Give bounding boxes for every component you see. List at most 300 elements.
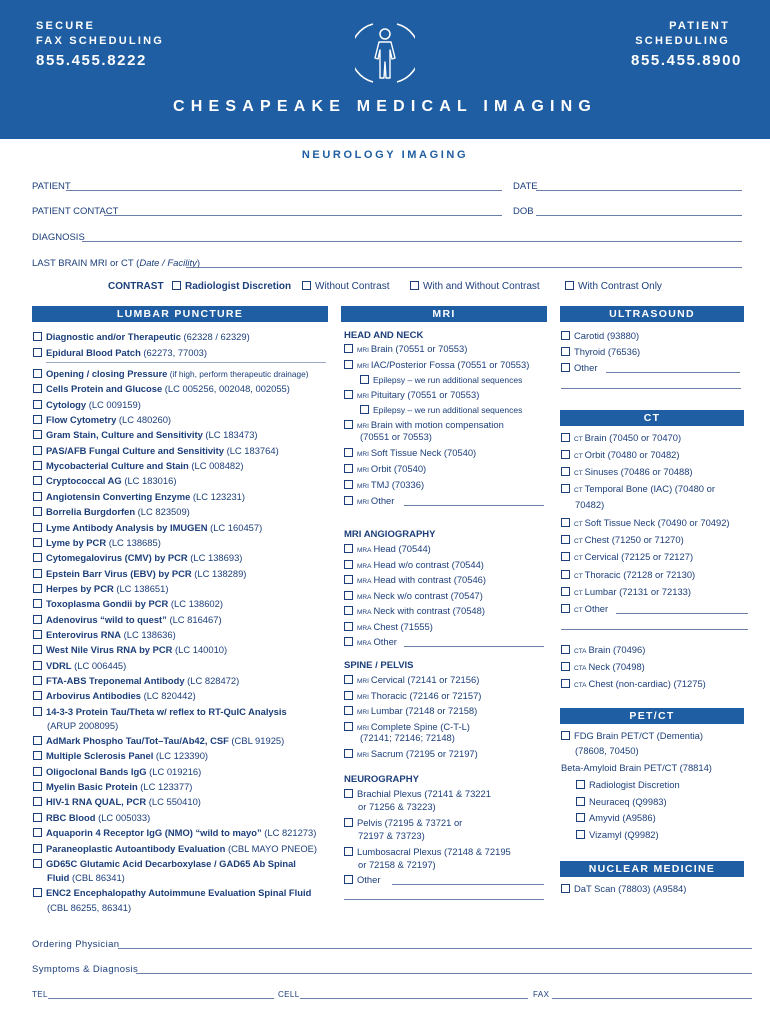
mri-item[interactable] [344, 479, 424, 493]
checkbox[interactable] [561, 679, 570, 688]
contrast-with-without-option[interactable]: With and Without Contrast [410, 281, 540, 292]
mri-item[interactable] [344, 389, 479, 403]
mra-item[interactable] [344, 590, 483, 604]
lumbar-item[interactable] [33, 843, 317, 855]
item-text: Thoracic (72128 or 72130) [584, 568, 696, 580]
spine-item[interactable] [344, 748, 478, 762]
checkbox[interactable] [344, 480, 353, 489]
amyloid-option[interactable] [576, 812, 656, 824]
checkbox[interactable] [33, 707, 42, 716]
lumbar-item[interactable] [33, 629, 176, 641]
checkbox[interactable] [344, 637, 353, 646]
checkbox[interactable] [344, 544, 353, 553]
prefix-label: MRI [357, 347, 369, 354]
item-text: Sacrum (72195 or 72197) [370, 748, 478, 759]
write-in-line[interactable] [344, 899, 544, 900]
cell-field[interactable] [300, 998, 528, 999]
lumbar-item[interactable] [33, 827, 316, 839]
item-text: Adenovirus “wild to quest” [46, 613, 167, 625]
checkbox[interactable] [33, 569, 42, 578]
checkbox[interactable] [561, 331, 570, 340]
checkbox[interactable] [561, 347, 570, 356]
item-text: Diagnostic and/or Therapeutic [46, 331, 181, 342]
checkbox[interactable] [33, 332, 42, 341]
item-text: (LC 006445) [71, 659, 127, 671]
checkbox[interactable] [33, 797, 42, 806]
item-text: Herpes by PCR [46, 582, 114, 594]
mra-item[interactable] [344, 621, 433, 635]
checkbox[interactable] [344, 360, 353, 369]
patient-field[interactable] [66, 190, 502, 191]
ct-item[interactable] [561, 551, 693, 565]
pet-beta-label [561, 762, 712, 774]
item-text: NEUROGRAPHY [344, 774, 419, 785]
amyloid-option[interactable] [576, 829, 659, 841]
checkbox[interactable] [344, 420, 353, 429]
checkbox[interactable] [561, 518, 570, 527]
ct-item[interactable] [561, 483, 715, 497]
item-text: Lyme Antibody Analysis by IMUGEN [46, 521, 208, 533]
item-text: (LC 008482) [188, 460, 244, 472]
item-text: Arbovirus Antibodies [46, 690, 141, 702]
checkbox[interactable] [33, 661, 42, 670]
item-text: Soft Tissue Neck (70490 or 70492) [584, 517, 730, 528]
item-text: 72197 & 73723) [358, 830, 425, 841]
lumbar-item-cont [47, 902, 131, 914]
lumbar-item[interactable] [33, 568, 246, 580]
ultrasound-item[interactable] [561, 346, 640, 358]
pet-ct-header: PET/CT [560, 708, 744, 724]
item-text: Thoracic (72146 or 72157) [370, 689, 482, 701]
checkbox[interactable] [33, 476, 42, 485]
date-field[interactable] [536, 190, 742, 191]
item-text: (LC 123231) [190, 490, 246, 502]
lumbar-item[interactable] [33, 383, 290, 395]
contrast-with-option[interactable]: With Contrast Only [565, 281, 662, 292]
checkbox[interactable] [344, 691, 353, 700]
item-text: FTA-ABS Treponemal Antibody [46, 675, 185, 686]
item-text: (LC 005033) [95, 811, 151, 823]
contrast-without-option[interactable]: Without Contrast [302, 281, 389, 292]
lumbar-top-item[interactable] [33, 331, 250, 343]
lumbar-item[interactable] [33, 735, 284, 747]
divider [46, 362, 326, 363]
item-text: (78608, 70450) [575, 745, 639, 756]
item-text: Brachial Plexus (72141 & 73221 [357, 788, 491, 799]
item-text: Cervical (72125 or 72127) [584, 551, 694, 563]
item-text: Cells Protein and Glucose [46, 383, 163, 395]
mra-item[interactable] [344, 636, 397, 650]
cta-item[interactable] [561, 678, 706, 692]
checkbox[interactable] [33, 888, 42, 897]
ct-header: CT [560, 410, 744, 426]
checkbox[interactable] [561, 467, 570, 476]
checkbox[interactable] [344, 560, 353, 569]
checkbox[interactable] [33, 492, 42, 501]
ct-item[interactable] [561, 432, 681, 446]
checkbox[interactable] [561, 363, 570, 372]
ordering-physician-field[interactable] [118, 948, 752, 949]
item-text: Enterovirus RNA [46, 628, 122, 640]
item-text: Cytology [46, 398, 87, 410]
lumbar-item[interactable] [33, 858, 296, 870]
item-text: (LC 009159) [86, 398, 141, 410]
item-text: Thyroid (76536) [574, 346, 641, 357]
ct-item[interactable] [561, 466, 693, 480]
checkbox[interactable] [33, 507, 42, 516]
item-text: Oligoclonal Bands IgG [46, 765, 147, 777]
write-in-line[interactable] [404, 505, 544, 506]
checkbox[interactable] [360, 375, 369, 384]
checkbox[interactable] [344, 390, 353, 399]
spine-item[interactable] [344, 705, 477, 719]
mri-angiography-heading [344, 529, 435, 540]
lumbar-item[interactable] [33, 552, 242, 564]
item-text: (62328 / 62329) [180, 331, 250, 342]
write-in-line[interactable] [561, 629, 748, 630]
item-text: 70482) [575, 499, 605, 510]
item-text: Angiotensin Converting Enzyme [46, 490, 191, 502]
lumbar-item[interactable] [33, 887, 311, 899]
lumbar-item[interactable] [33, 445, 279, 457]
pet-item[interactable] [561, 730, 703, 742]
lumbar-item-cont [47, 720, 118, 732]
item-text: AdMark Phospho Tau/Tot–Tau/Ab42, CSF [46, 735, 229, 747]
amyloid-option[interactable] [576, 796, 667, 808]
checkbox[interactable] [302, 281, 311, 290]
checkbox[interactable] [344, 847, 353, 856]
checkbox[interactable] [561, 484, 570, 493]
checkbox[interactable] [33, 828, 42, 837]
lumbar-item[interactable] [33, 766, 201, 778]
checkbox[interactable] [561, 552, 570, 561]
item-text: Other [584, 603, 609, 614]
checkbox[interactable] [344, 344, 353, 353]
lumbar-item[interactable] [33, 368, 309, 380]
mri-item[interactable] [344, 495, 394, 509]
patient-label: PATIENT [32, 181, 71, 192]
checkbox[interactable] [33, 751, 42, 760]
prefix-label: MRI [357, 678, 369, 685]
checkbox[interactable] [33, 400, 42, 409]
item-text: GD65C Glutamic Acid Decarboxylase / GAD65 Ab Spinal [46, 857, 296, 869]
checkbox[interactable] [33, 691, 42, 700]
prefix-label: MRA [357, 609, 372, 616]
lumbar-item[interactable] [33, 750, 208, 762]
checkbox[interactable] [344, 818, 353, 827]
checkbox[interactable] [344, 575, 353, 584]
item-text: Beta-Amyloid Brain PET/CT (78814) [561, 762, 712, 773]
prefix-label: CT [574, 538, 583, 546]
ct-item-cont [575, 499, 604, 511]
prefix-label: MRI [357, 693, 369, 701]
checkbox[interactable] [33, 767, 42, 776]
write-in-line[interactable] [616, 613, 748, 614]
checkbox[interactable] [561, 450, 570, 459]
epilepsy-option[interactable] [360, 375, 522, 386]
mra-item[interactable] [344, 574, 486, 588]
patient-contact-field[interactable] [104, 215, 502, 216]
lumbar-item-cont [47, 872, 125, 884]
checkbox[interactable] [344, 448, 353, 457]
checkbox[interactable] [33, 523, 42, 532]
checkbox[interactable] [561, 662, 570, 671]
lumbar-item[interactable] [33, 429, 258, 441]
checkbox[interactable] [33, 384, 42, 393]
prefix-label: MRI [357, 393, 369, 400]
lumbar-item[interactable] [33, 644, 227, 656]
checkbox[interactable] [344, 622, 353, 631]
item-text: (LC 821273) [261, 827, 317, 839]
checkbox[interactable] [33, 415, 42, 424]
checkbox[interactable] [33, 553, 42, 562]
checkbox[interactable] [561, 433, 570, 442]
item-text: Pelvis (72195 & 73721 or [357, 817, 463, 828]
item-text: Epidural Blood Patch [46, 347, 141, 358]
item-text: Sinuses (70486 or 70488) [584, 466, 693, 477]
write-in-line[interactable] [606, 372, 740, 373]
checkbox[interactable] [576, 797, 585, 806]
checkbox[interactable] [576, 813, 585, 822]
item-text: HEAD AND NECK [344, 330, 424, 341]
lumbar-item[interactable] [33, 491, 245, 503]
lumbar-item[interactable] [33, 475, 176, 487]
checkbox[interactable] [561, 884, 570, 893]
item-text: Chest (non-cardiac) (71275) [588, 678, 706, 689]
item-text: Cervical (72141 or 72156) [370, 674, 480, 685]
mri-item-cont [360, 431, 432, 443]
neurography-item[interactable] [344, 817, 462, 829]
item-text: (LC 140010) [172, 644, 228, 656]
item-text: (LC 138602) [168, 598, 223, 610]
fax-phone: 855.455.8222 [36, 52, 147, 69]
dob-field[interactable] [536, 215, 742, 216]
item-text: Brain with motion compensation [370, 419, 504, 430]
checkbox[interactable] [33, 645, 42, 654]
ct-item[interactable] [561, 534, 684, 548]
checkbox[interactable] [565, 281, 574, 290]
prefix-label: CTA [574, 682, 587, 689]
prefix-label: CT [574, 521, 583, 528]
lumbar-item[interactable] [33, 583, 168, 595]
checkbox[interactable] [561, 604, 570, 613]
cta-item[interactable] [561, 644, 645, 658]
checkbox[interactable] [576, 830, 585, 839]
item-text: (CBL 91925) [228, 735, 285, 747]
item-text: Amyvid (A9586) [589, 812, 656, 823]
item-text: (LC 123390) [153, 750, 209, 762]
item-text: Orbit (70480 or 70482) [584, 449, 680, 460]
item-text: Neck with contrast (70548) [373, 605, 485, 616]
lumbar-item[interactable] [33, 781, 192, 793]
checkbox[interactable] [344, 875, 353, 884]
checkbox[interactable] [33, 813, 42, 822]
item-text: Soft Tissue Neck (70540) [370, 447, 477, 458]
checkbox[interactable] [561, 731, 570, 740]
checkbox[interactable] [33, 599, 42, 608]
checkbox[interactable] [33, 584, 42, 593]
epilepsy-option[interactable] [360, 405, 522, 416]
lumbar-item[interactable] [33, 598, 223, 610]
item-text: Carotid (93880) [574, 330, 640, 341]
checkbox[interactable] [33, 676, 42, 685]
lumbar-item[interactable] [33, 812, 150, 824]
mra-item[interactable] [344, 559, 484, 573]
lumbar-item[interactable] [33, 522, 262, 534]
checkbox[interactable] [172, 281, 181, 290]
item-text: (LC 005256, 002048, 002055) [162, 383, 290, 395]
item-text: Brain (70551 or 70553) [370, 343, 468, 354]
mra-item[interactable] [344, 543, 431, 557]
item-text: HIV-1 RNA QUAL, PCR [46, 796, 147, 808]
lumbar-item[interactable] [33, 399, 141, 411]
checkbox[interactable] [33, 446, 42, 455]
item-text: (LC 823509) [135, 506, 190, 518]
checkbox[interactable] [33, 615, 42, 624]
date-label: DATE [513, 181, 538, 192]
checkbox[interactable] [33, 782, 42, 791]
prefix-label: MRI [357, 499, 369, 506]
fax-scheduling-label: SECURE FAX SCHEDULING [36, 20, 164, 47]
checkbox[interactable] [344, 706, 353, 715]
checkbox[interactable] [561, 587, 570, 596]
ct-item[interactable] [561, 449, 680, 463]
item-text: FDG Brain PET/CT (Dementia) [574, 730, 704, 741]
lumbar-item[interactable] [33, 660, 126, 672]
checkbox[interactable] [33, 430, 42, 439]
lumbar-item[interactable] [33, 675, 239, 687]
prefix-label: MRA [357, 640, 372, 647]
checkbox[interactable] [33, 348, 42, 357]
lumbar-item[interactable] [33, 460, 243, 472]
lumbar-item[interactable] [33, 506, 190, 518]
spine-item[interactable] [344, 690, 481, 704]
prefix-label: MRA [357, 578, 372, 585]
checkbox[interactable] [344, 749, 353, 758]
diagnosis-field[interactable] [82, 241, 742, 242]
checkbox[interactable] [33, 461, 42, 470]
lumbar-item[interactable] [33, 614, 222, 626]
checkbox[interactable] [561, 535, 570, 544]
prefix-label: CTA [574, 648, 587, 655]
checkbox[interactable] [33, 736, 42, 745]
checkbox[interactable] [344, 591, 353, 600]
checkbox[interactable] [344, 675, 353, 684]
ct-item[interactable] [561, 586, 691, 600]
spine-pelvis-heading [344, 660, 414, 671]
mri-item[interactable] [344, 359, 529, 373]
mri-item[interactable] [344, 343, 467, 357]
item-text: Orbit (70540) [370, 463, 427, 474]
item-text: 14-3-3 Protein Tau/Theta w/ reflex to RT-QuIC Analysis [46, 705, 287, 717]
nuclear-item[interactable] [561, 883, 686, 895]
checkbox[interactable] [33, 538, 42, 547]
checkbox[interactable] [344, 722, 353, 731]
item-text: Gram Stain, Culture and Sensitivity [46, 429, 203, 441]
item-text: (if high, perform therapeutic drainage) [167, 369, 309, 379]
prefix-label: MRA [357, 593, 372, 601]
item-text: West Nile Virus RNA by PCR [46, 644, 173, 656]
ct-item[interactable] [561, 569, 695, 583]
write-in-line[interactable] [561, 388, 741, 389]
checkbox[interactable] [360, 405, 369, 414]
amyloid-option[interactable] [576, 779, 680, 791]
contrast-radiologist-option[interactable]: Radiologist Discretion [172, 281, 291, 292]
checkbox[interactable] [344, 464, 353, 473]
spine-item[interactable] [344, 674, 479, 688]
checkbox[interactable] [33, 859, 42, 868]
ordering-physician-label: Ordering Physician [32, 939, 120, 950]
checkbox[interactable] [344, 789, 353, 798]
dob-label: DOB [513, 206, 534, 217]
write-in-line[interactable] [392, 884, 544, 885]
lumbar-item[interactable] [33, 537, 161, 549]
lumbar-item[interactable] [33, 690, 196, 702]
cta-item[interactable] [561, 661, 645, 675]
lumbar-top-item[interactable] [33, 347, 207, 359]
ct-item[interactable] [561, 603, 608, 617]
fax-field[interactable] [552, 998, 752, 999]
item-text: Fluid [47, 872, 70, 884]
contrast-label: CONTRAST [108, 281, 164, 292]
item-text: (LC 816467) [166, 613, 222, 625]
checkbox[interactable] [561, 570, 570, 579]
item-text: (LC 138636) [121, 628, 176, 640]
ultrasound-item[interactable] [561, 362, 597, 374]
item-text: Aquaporin 4 Receptor IgG (NMO) “wild to mayo” [46, 827, 262, 839]
prefix-label: CT [574, 555, 583, 563]
item-text: Temporal Bone (IAC) (70480 or [584, 483, 715, 494]
checkbox[interactable] [33, 630, 42, 639]
prefix-label: CT [574, 470, 583, 477]
checkbox[interactable] [410, 281, 419, 290]
prefix-label: CT [574, 589, 583, 597]
symptoms-field[interactable] [136, 973, 752, 974]
item-text: (LC 480260) [116, 414, 172, 426]
neurography-heading [344, 774, 419, 785]
prefix-label: CT [574, 607, 583, 614]
checkbox[interactable] [33, 844, 42, 853]
last-brain-field[interactable] [186, 267, 742, 268]
lumbar-item[interactable] [33, 796, 201, 808]
mri-item[interactable] [344, 463, 426, 477]
item-text: (ARUP 2008095) [47, 720, 119, 732]
mra-item[interactable] [344, 605, 485, 619]
neurography-item[interactable] [344, 846, 511, 858]
checkbox[interactable] [561, 645, 570, 654]
lumbar-item[interactable] [33, 414, 171, 426]
item-text: (LC 828472) [184, 675, 240, 686]
neurography-item[interactable] [344, 874, 380, 886]
write-in-line[interactable] [404, 646, 544, 647]
neurography-item[interactable] [344, 788, 491, 800]
item-text: PAS/AFB Fungal Culture and Sensitivity [46, 444, 224, 456]
item-text: Epstein Barr Virus (EBV) by PCR [46, 567, 192, 579]
item-text: (LC 183764) [223, 444, 279, 456]
prefix-label: MRI [357, 467, 369, 474]
checkbox[interactable] [576, 780, 585, 789]
checkbox[interactable] [33, 369, 42, 378]
ct-item[interactable] [561, 517, 730, 531]
item-text: Pituitary (70551 or 70553) [370, 389, 480, 400]
checkbox[interactable] [344, 606, 353, 615]
lumbar-item[interactable] [33, 706, 287, 718]
tel-field[interactable] [48, 998, 274, 999]
checkbox[interactable] [344, 496, 353, 505]
item-text: Brain (70450 or 70470) [584, 432, 682, 443]
mri-item[interactable] [344, 447, 476, 461]
ultrasound-item[interactable] [561, 330, 639, 342]
